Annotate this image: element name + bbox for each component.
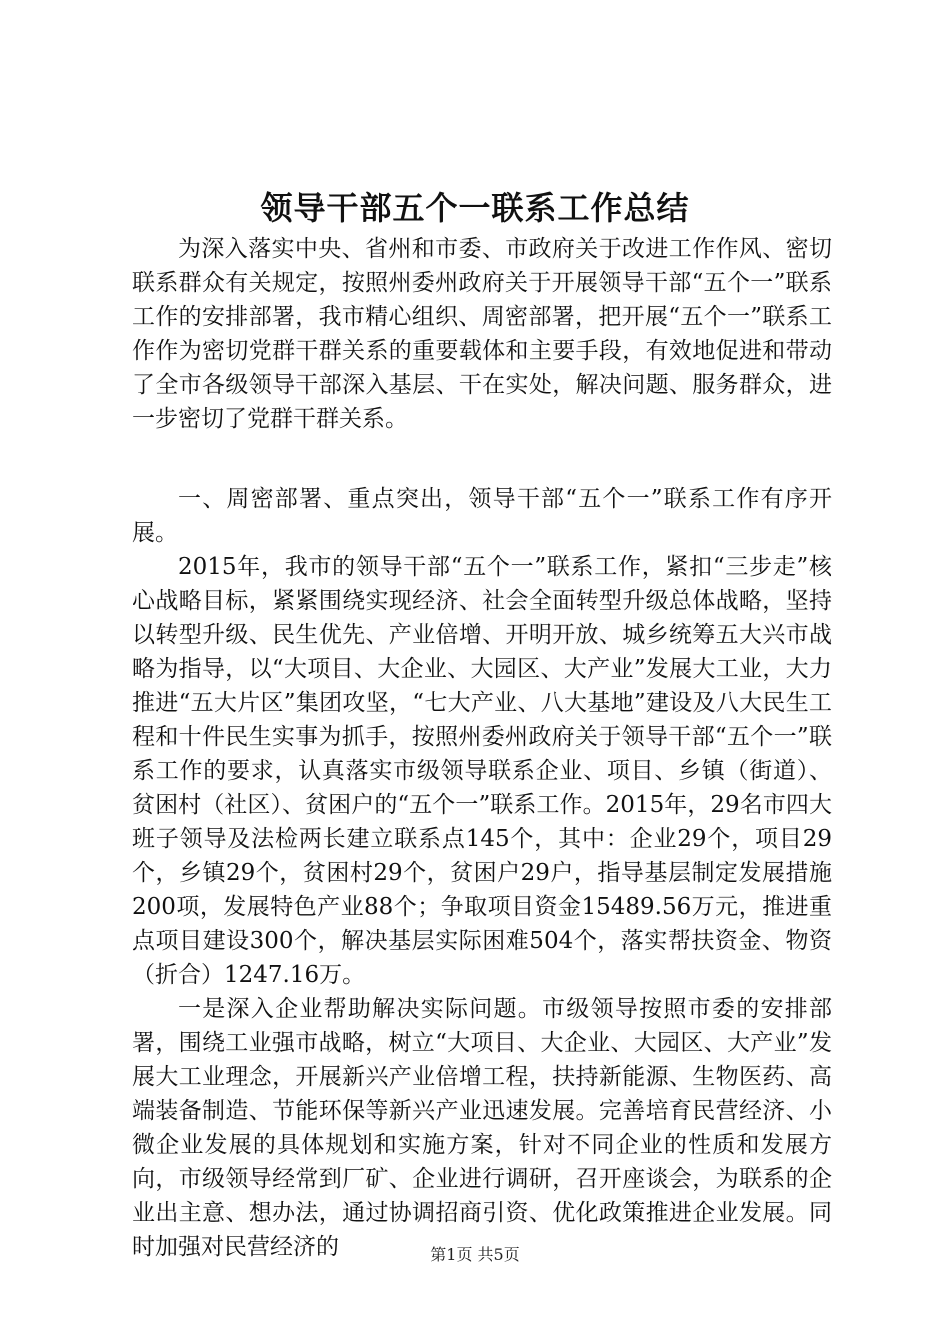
body-paragraph-2015: 2015年，我市的领导干部“五个一”联系工作，紧扣“三步走”核心战略目标，紧紧围绕实现经济、社会全面转型升级总体战略，坚持以转型升级、民生优先、产业倍增、开明开放、城乡统筹五大兴市战略为指导，以“大项目、大企业、大园区、大产业”发展大工业，大力推进“五大片区”集团攻坚，“七大产业、八大基地”建设及八大民生工程和十件民生实事为抓手，按照州委州政府关于领导干部“五个一”联系工作的要求，认真落实市级领导联系企业、项目、乡镇（街道）、贫困村（社区）、贫困户的“五个一”联系工作。2015年，29名市四大班子领导及法检两长建立联系点145个，其中：企业29个，项目29个，乡镇29个，贫困村29个，贫困户29户，指导基层制定发展措施200项，发展特色产业88个；争取项目资金15489.56万元，推进重点项目建设300个，解决基层实际困难504个，落实帮扶资金、物资（折合）1247.16万。 [132, 554, 832, 988]
intro-paragraph: 为深入落实中央、省州和市委、市政府关于改进工作作风、密切联系群众有关规定，按照州委州政府关于开展领导干部“五个一”联系工作的安排部署，我市精心组织、周密部署，把开展“五个一”联系工作作为密切党群干群关系的重要载体和主要手段，有效地促进和带动了全市各级领导干部深入基层、干在实处，解决问题、服务群众，进一步密切了党群干群关系。 [132, 236, 832, 432]
body-paragraph-enterprise: 一是深入企业帮助解决实际问题。市级领导按照市委的安排部署，围绕工业强市战略，树立“大项目、大企业、大园区、大产业”发展大工业理念，开展新兴产业倍增工程，扶持新能源、生物医药、高端装备制造、节能环保等新兴产业迅速发展。完善培育民营经济、小微企业发展的具体规划和实施方案，针对不同企业的性质和发展方向，市级领导经常到厂矿、企业进行调研，召开座谈会，为联系的企业出主意、想办法，通过协调招商引资、优化政策推进企业发展。同时加强对民营经济的 [132, 996, 832, 1260]
document-title: 领导干部五个一联系工作总结 [260, 189, 690, 227]
page-footer: 第1页 共5页 [430, 1245, 520, 1264]
document-body [132, 232, 832, 1264]
section-heading-1: 一、周密部署、重点突出，领导干部“五个一”联系工作有序开展。 [132, 486, 832, 546]
